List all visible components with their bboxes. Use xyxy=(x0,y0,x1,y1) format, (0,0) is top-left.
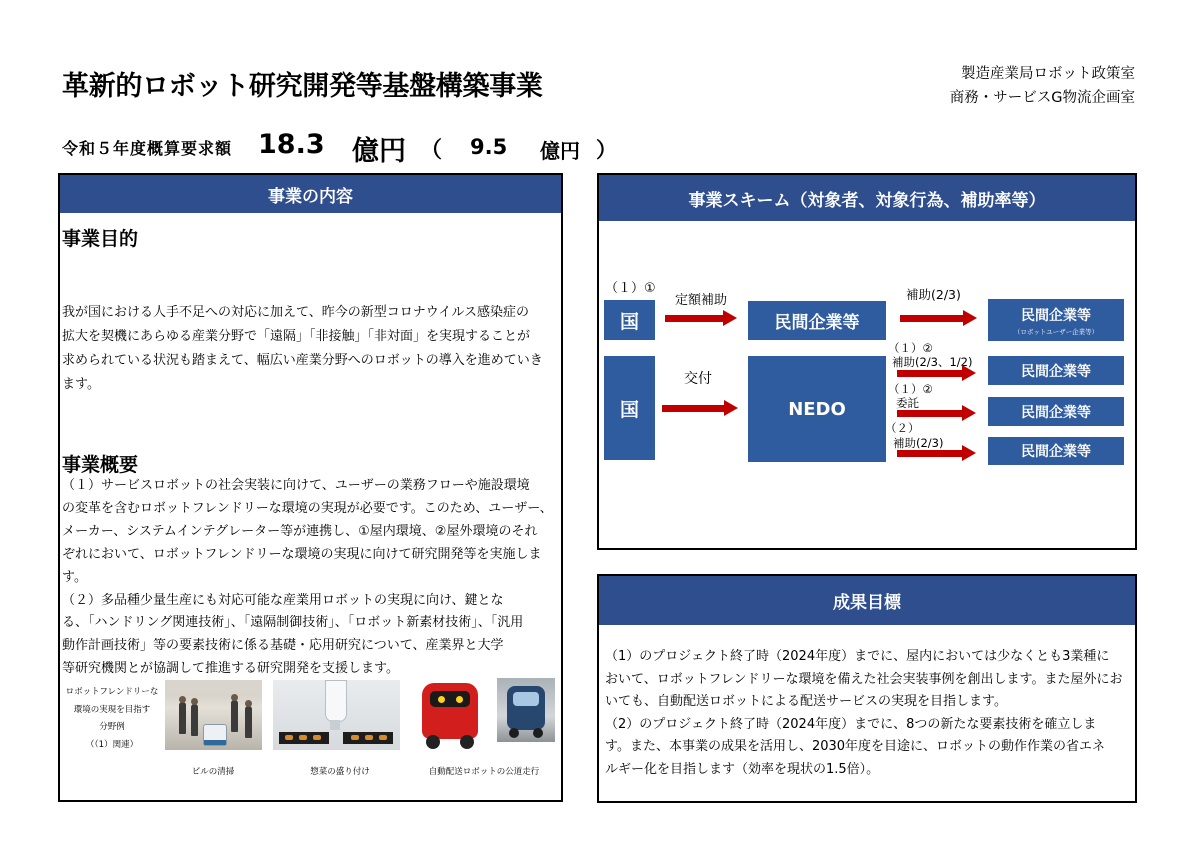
food-item xyxy=(313,735,321,740)
text-line: の変革を含むロボットフレンドリーな環境の実現が必要です。このため、ユーザー、 xyxy=(62,500,553,516)
person-figure xyxy=(191,704,198,736)
branch-tag: （１）② xyxy=(888,341,933,355)
food-item xyxy=(299,735,307,740)
text-line: 求められている状況も踏まえて、幅広い産業分野へのロボットの導入を進めていき xyxy=(62,353,543,368)
previous-budget-amount: 9.5 xyxy=(470,135,508,159)
budget-paren-open: （ xyxy=(420,138,443,163)
overview-heading: 事業概要 xyxy=(62,454,139,476)
robot-wheel xyxy=(460,735,474,749)
branch-label: 委託 xyxy=(896,396,919,410)
caption-line: （（1）関連） xyxy=(85,740,139,751)
box-label: 民間企業等 xyxy=(1021,307,1091,324)
private-company-box: 民間企業等 xyxy=(988,437,1124,465)
robot-gripper xyxy=(330,720,340,730)
budget-amount: 18.3 xyxy=(258,129,325,160)
government-box: 国 xyxy=(604,300,655,340)
budget-paren-close: ） xyxy=(596,138,617,162)
outcome-goals-panel xyxy=(597,574,1137,803)
photo-caption: 惣菜の盛り付け xyxy=(310,767,370,777)
private-company-box: 民間企業等 xyxy=(748,301,886,340)
robot-eye xyxy=(438,696,445,703)
person-figure xyxy=(231,700,238,732)
caption-line: ロボットフレンドリーな xyxy=(65,687,159,697)
private-company-box: 民間企業等 xyxy=(988,397,1124,426)
text-line: 等研究機関とが協調して推進する研究開発を支援します。 xyxy=(62,661,399,677)
previous-budget-unit: 億円 xyxy=(540,139,580,163)
red-delivery-robot-photo xyxy=(414,679,487,751)
robot-eye xyxy=(456,696,463,703)
right-arrow-icon xyxy=(897,365,976,381)
text-line: （1）のプロジェクト終了時（2024年度）までに、屋内においては少なくとも3業種に xyxy=(605,649,1110,664)
food-item xyxy=(379,735,387,740)
private-company-box xyxy=(988,299,1124,341)
text-line: いても、自動配送ロボットによる配送サービスの実現を目指します。 xyxy=(605,694,1007,710)
text-line: る、「ハンドリング関連技術」、「遠隔制御技術」、「ロボット新素材技術」、「汎用 xyxy=(62,615,524,631)
blue-delivery-robot-photo xyxy=(497,678,555,742)
private-company-box: 民間企業等 xyxy=(988,356,1124,385)
person-figure xyxy=(179,702,186,734)
overview-paragraph xyxy=(62,475,553,681)
robot-face xyxy=(513,692,539,706)
food-plating-photo xyxy=(273,680,400,750)
food-item xyxy=(365,735,373,740)
photo-caption: 自動配送ロボットの公道走行 xyxy=(428,767,540,777)
department-name: 商務・サービスG物流企画室 xyxy=(949,90,1135,106)
caption-line: 分野例 xyxy=(99,722,125,733)
robot-wheel xyxy=(509,728,519,738)
purpose-paragraph xyxy=(62,301,543,397)
panel-header: 事業スキーム（対象者、対象行為、補助率等） xyxy=(599,175,1135,221)
caption-line: 環境の実現を目指す xyxy=(73,704,151,715)
text-line: おいて、ロボットフレンドリーな環境を備えた社会実装事例を創出します。また屋外にお xyxy=(605,671,1123,687)
ceiling xyxy=(165,680,262,694)
panel-header: 事業の内容 xyxy=(60,175,561,213)
examples-caption xyxy=(60,684,164,755)
building-cleaning-photo xyxy=(165,680,262,750)
right-arrow-icon xyxy=(665,310,737,326)
goals-paragraph xyxy=(605,646,1122,782)
government-box: 国 xyxy=(604,356,655,460)
text-line: す。 xyxy=(62,569,87,585)
text-line: す。また、本事業の成果を活用し、2030年度を目途に、ロボットの動作作業の省エネ xyxy=(605,739,1106,755)
arrow-label: 定額補助 xyxy=(675,293,728,308)
right-arrow-icon xyxy=(900,310,977,326)
text-line: ます。 xyxy=(62,377,100,392)
text-line: （2）のプロジェクト終了時（2024年度）までに、8つの新たな要素技術を確立しま xyxy=(605,716,1097,732)
purpose-heading: 事業目的 xyxy=(62,228,139,250)
nedo-box: NEDO xyxy=(748,356,886,462)
branch-tag: （１）② xyxy=(888,382,933,396)
arrow-label: 交付 xyxy=(684,371,712,387)
right-arrow-icon xyxy=(662,400,738,416)
branch-label: 補助(2/3) xyxy=(893,436,944,450)
branch-label: 補助(2/3、1/2) xyxy=(892,355,973,369)
right-arrow-icon xyxy=(897,405,976,421)
text-line: メーカー、システムインテグレーター等が連携し、①屋内環境、②屋外環境のそれ xyxy=(62,523,538,539)
text-line: ぞれにおいて、ロボットフレンドリーな環境の実現に向けて研究開発等を実施しま xyxy=(62,546,542,562)
robot-wheel xyxy=(533,728,543,738)
budget-unit: 億円 xyxy=(352,136,406,167)
robot-arm xyxy=(325,680,347,722)
food-item xyxy=(351,735,359,740)
branch-tag: （２） xyxy=(885,421,920,435)
department-name: 製造産業局ロボット政策室 xyxy=(961,66,1135,82)
arrow-label: 補助(2/3) xyxy=(906,287,961,302)
panel-header: 成果目標 xyxy=(599,576,1135,625)
food-item xyxy=(285,735,293,740)
page-title: 革新的ロボット研究開発等基盤構築事業 xyxy=(62,71,543,102)
right-arrow-icon xyxy=(897,445,976,461)
text-line: 動作計画技術」等の要素技術に係る基礎・応用研究について、産業界と大学 xyxy=(62,638,504,654)
text-line: ルギー化を目指します（効率を現状の1.5倍）。 xyxy=(605,761,880,777)
person-figure xyxy=(245,706,252,738)
robot-wheel xyxy=(426,735,440,749)
business-scheme-panel xyxy=(597,173,1137,550)
text-line: （２）多品種少量生産にも対応可能な産業用ロボットの実現に向け、鍵とな xyxy=(62,592,504,608)
text-line: （１）サービスロボットの社会実装に向けて、ユーザーの業務フローや施設環境 xyxy=(62,478,530,493)
business-content-panel xyxy=(58,173,563,802)
box-sublabel: （ロボットユーザー企業等） xyxy=(1013,327,1099,336)
flow-tag: （１）① xyxy=(605,281,656,296)
cleaning-robot xyxy=(203,724,227,746)
photo-caption: ビルの清掃 xyxy=(191,767,235,777)
text-line: 我が国における人手不足への対応に加えて、昨今の新型コロナウイルス感染症の xyxy=(62,305,529,320)
text-line: 拡大を契機にあらゆる産業分野で「遠隔」「非接触」「非対面」を実現することが xyxy=(62,329,531,344)
robot-face xyxy=(430,691,470,707)
budget-label: 令和５年度概算要求額 xyxy=(62,139,233,158)
